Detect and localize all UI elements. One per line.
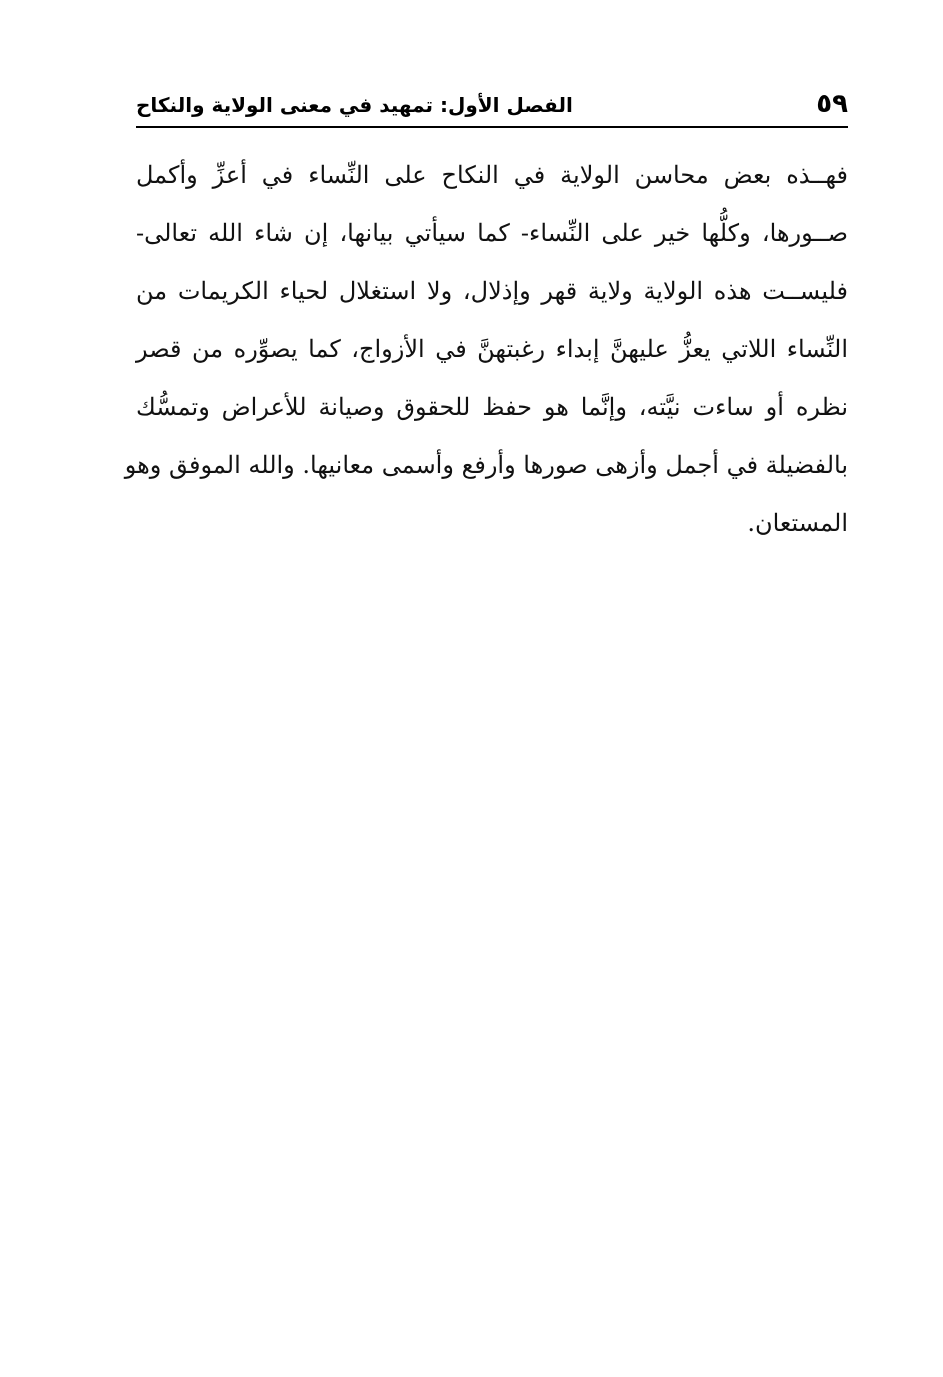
body-paragraph — [124, 146, 848, 552]
page-header — [136, 88, 848, 124]
header-divider — [136, 126, 848, 128]
text-line: بالفضيلة في أجمل وأزهى صورها وأرفع وأسمى معانيها. والله الموفق وهو — [124, 451, 848, 479]
page-number: ٥٩ — [816, 89, 848, 119]
text-line: نظره أو ساءت نيَّته، وإنَّما هو حفظ للحقوق وصيانة للأعراض وتمسُّك — [136, 393, 848, 421]
text-line: فهــذه بعض محاسن الولاية في النكاح على النِّساء في أعزِّ وأكمل — [136, 161, 848, 189]
text-line: صــورها، وكلُّها خير على النِّساء- كما سيأتي بيانها، إن شاء الله تعالى- — [136, 219, 848, 247]
text-line: فليســت هذه الولاية ولاية قهر وإذلال، ولا استغلال لحياء الكريمات من — [136, 277, 848, 305]
running-title: الفصل الأول: تمهيد في معنى الولاية والنكاح — [136, 93, 573, 117]
text-line: النِّساء اللاتي يعزُّ عليهنَّ إبداء رغبتهنَّ في الأزواج، كما يصوِّره من قصر — [136, 335, 848, 363]
text-line: المستعان. — [747, 509, 848, 537]
